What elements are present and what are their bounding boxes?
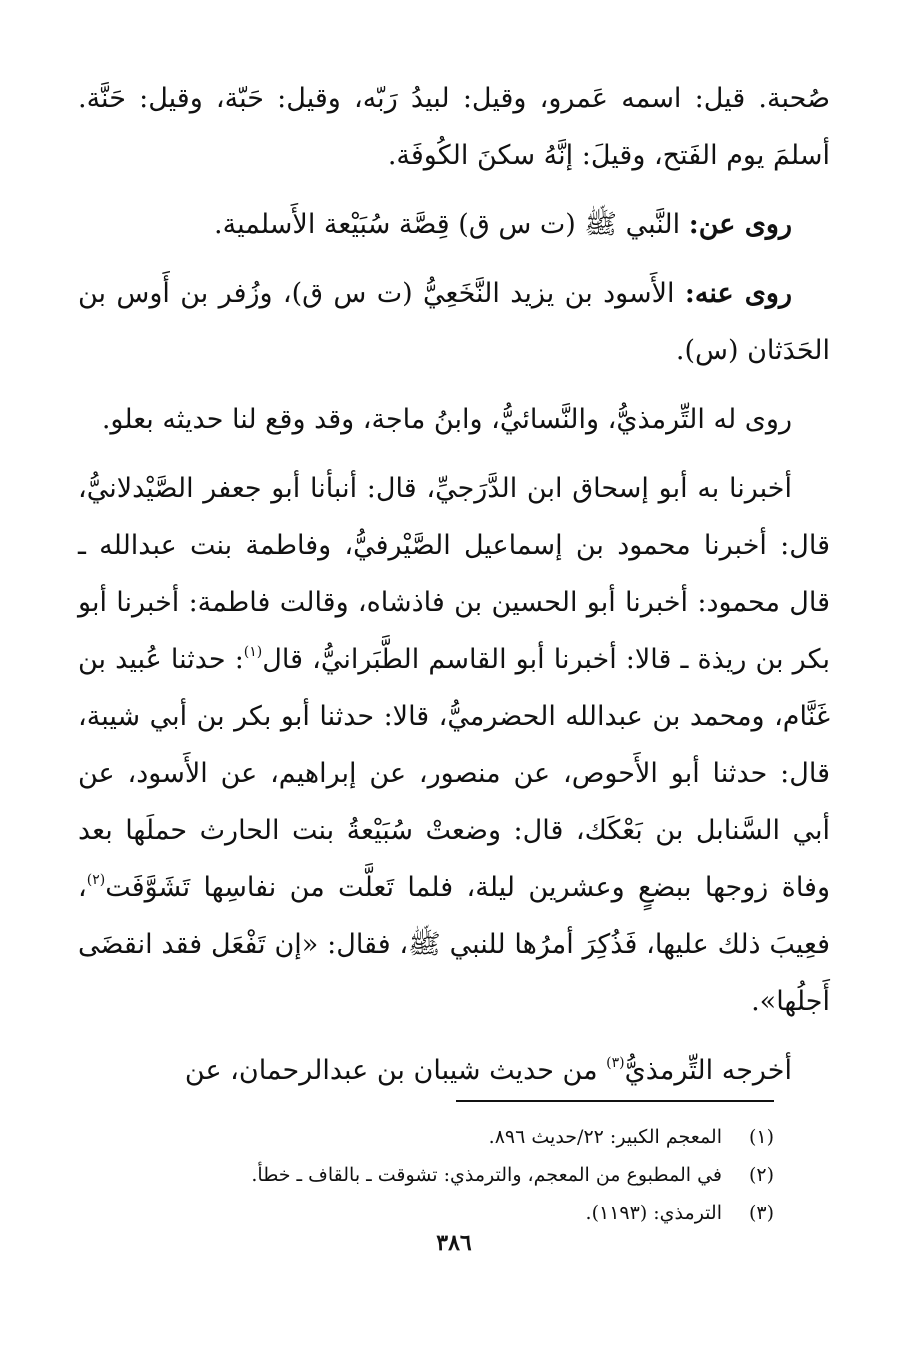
footnote-text: المعجم الكبير: ٢٢/حديث ٨٩٦. (488, 1126, 722, 1148)
narrated-from-label: روى عن: (688, 209, 792, 240)
footnotes (154, 1118, 774, 1232)
paragraph-takhrij (78, 1042, 830, 1099)
takhrij-text-part-1: أخرجه التِّرمذيُّ (624, 1055, 792, 1086)
paragraph-narrated-from (78, 196, 830, 253)
footnote-3 (154, 1194, 774, 1232)
footnote-ref-3[interactable]: (٣) (606, 1055, 625, 1071)
footnote-ref-1[interactable]: (١) (243, 644, 263, 660)
paragraph-biography: صُحبة. قيل: اسمه عَمرو، وقيل: لبيدُ رَبّه، وقيل: حَبّة، وقيل: حَنَّة. أسلمَ يوم الفَتح، وقيلَ: إنَّهُ سكنَ الكُوفَة. (78, 83, 830, 171)
footnote-text: الترمذي: (١١٩٣). (585, 1202, 722, 1224)
footnote-number: (١) (748, 1126, 774, 1148)
narrated-by-label: روى عنه: (684, 278, 792, 309)
narrated-from-text: النَّبي ﷺ (ت س ق) قِصَّة سُبَيْعة الأَسلمية. (214, 209, 681, 240)
footnote-number: (٢) (748, 1164, 774, 1186)
page-number: ٣٨٦ (436, 1230, 472, 1256)
paragraph-narrated-by (78, 265, 830, 379)
footnote-1 (154, 1118, 774, 1156)
footnote-divider (456, 1100, 774, 1102)
footnote-ref-2[interactable]: (٢) (86, 872, 106, 888)
footnote-2 (154, 1156, 774, 1194)
footnote-text: في المطبوع من المعجم، والترمذي: تشوقت ـ بالقاف ـ خطأ. (251, 1164, 722, 1186)
hadith-text-part-2: : حدثنا عُبيد بن غَنَّام، ومحمد بن عبدالله الحضرميُّ، قالا: حدثنا أبو بكر بن أبي شيبة، قال: حدثنا أبو الأَحوص، عن منصور، عن إبراهيم، عن الأَسود، عن أبي السَّنابل بن بَعْكَك، قال: وضعتْ سُبَيْعةُ بنت الحارث حملَها بعد وفاة زوجها ببضعٍ وعشرين ليلة، فلما تَعلَّت من نفاسِها تَشَوَّفَت (78, 644, 830, 903)
footnote-number: (٣) (748, 1202, 774, 1224)
paragraph-narrated-for: روى له التِّرمذيُّ، والنَّسائيُّ، وابنُ ماجة، وقد وقع لنا حديثه بعلو. (101, 404, 792, 435)
paragraph-hadith-chain (78, 460, 830, 1030)
takhrij-text-part-2: من حديث شيبان بن عبدالرحمان، عن (184, 1055, 607, 1086)
narrated-by-text: الأَسود بن يزيد النَّخَعِيُّ (ت س ق)، وزُفر بن أَوس بن الحَدَثان (س). (78, 278, 830, 366)
hadith-text-part-3: ، فعِيبَ ذلك عليها، فَذُكِرَ أمرُها للنبي ﷺ، فقال: «إن تَفْعَل فقد انقضَى أَجلُها». (78, 872, 830, 1017)
hadith-text-part-1: أخبرنا به أبو إسحاق ابن الدَّرَجيِّ، قال: أنبأنا أبو جعفر الصَّيْدلانيُّ، قال: أخبرنا محمود بن إسماعيل الصَّيْرفيُّ، وفاطمة بنت عبدالله ـ قال محمود: أخبرنا أبو الحسين بن فاذشاه، وقالت فاطمة: أخبرنا أبو بكر بن ريذة ـ قالا: أخبرنا أبو القاسم الطَّبَرانيُّ، قال (78, 473, 830, 675)
